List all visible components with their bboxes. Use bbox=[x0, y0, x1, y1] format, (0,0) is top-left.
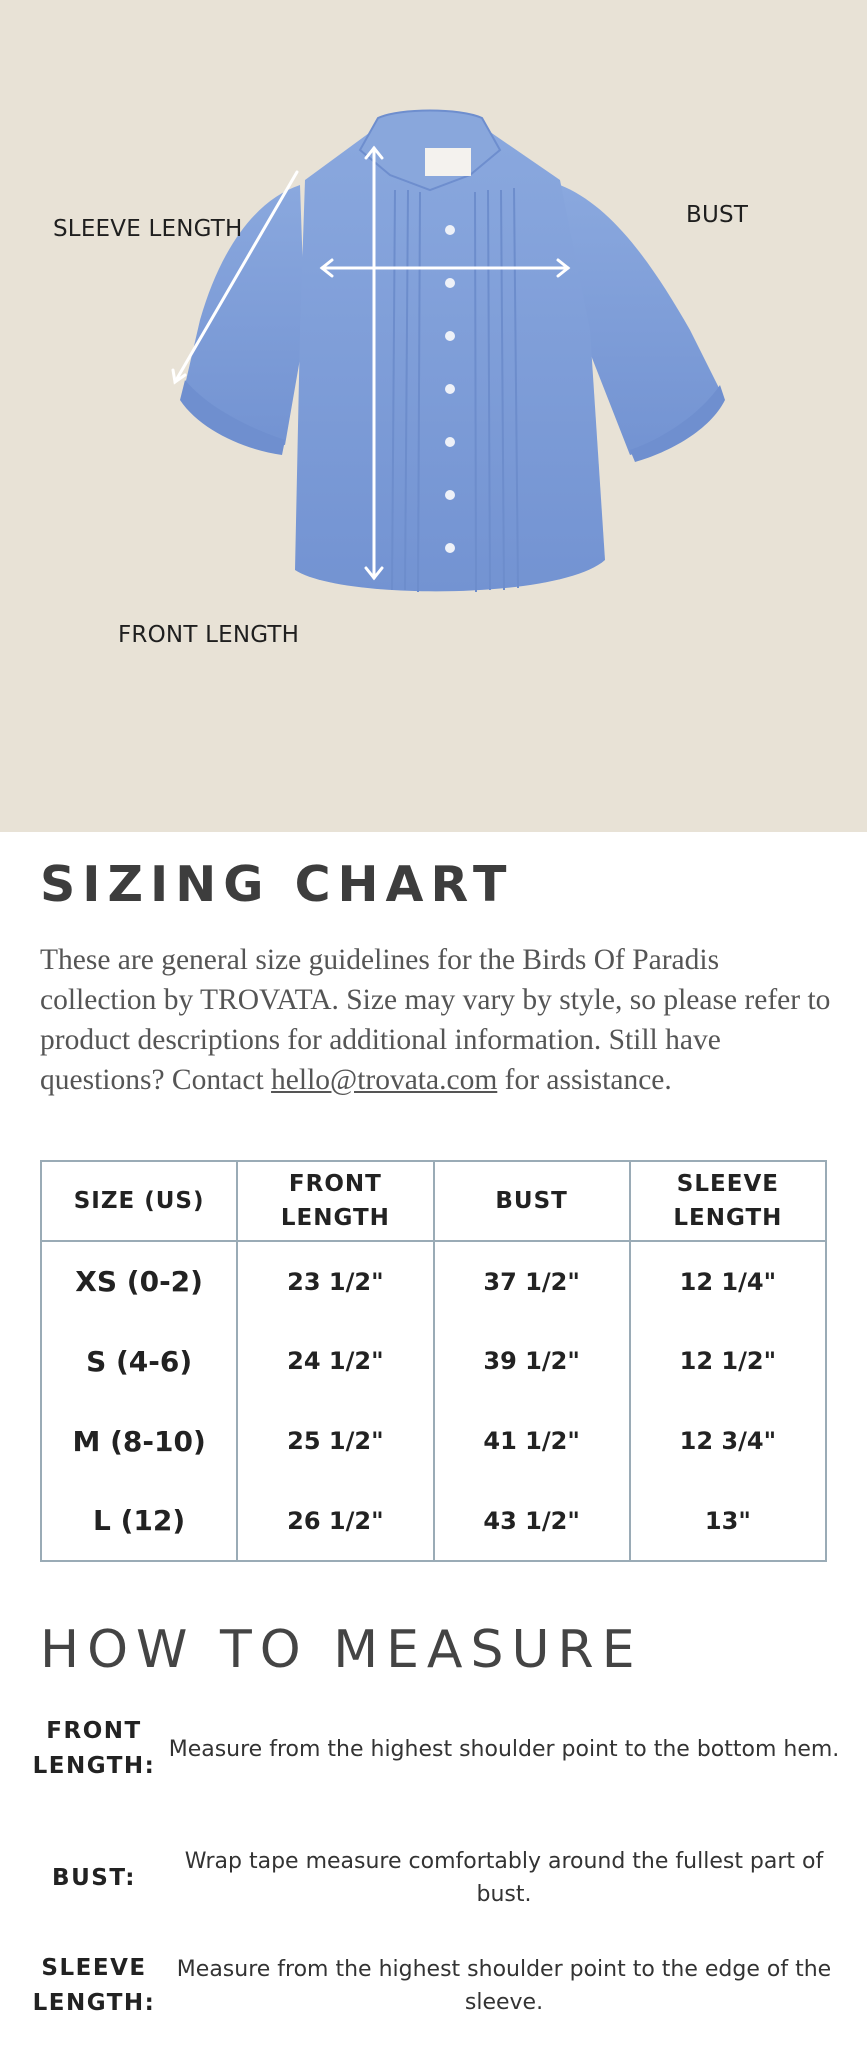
table-row bbox=[41, 1401, 826, 1481]
front-length-cell: 26 1/2" bbox=[237, 1481, 433, 1561]
table-header-row bbox=[41, 1161, 826, 1241]
measure-term: FRONT LENGTH: bbox=[32, 1718, 156, 1779]
size-cell: L (12) bbox=[41, 1481, 237, 1561]
table-row bbox=[41, 1241, 826, 1321]
sizing-chart-title: SIZING CHART bbox=[40, 856, 514, 913]
measure-description: Wrap tape measure comfortably around the fullest part of bust. bbox=[184, 1849, 824, 1907]
header-sleeve-length: SLEEVE LENGTH bbox=[630, 1161, 826, 1241]
shirt-body bbox=[295, 125, 605, 591]
size-cell: M (8-10) bbox=[41, 1401, 237, 1481]
header-bust: BUST bbox=[434, 1161, 630, 1241]
front-length-cell: 23 1/2" bbox=[237, 1241, 433, 1321]
measure-term: BUST: bbox=[52, 1864, 136, 1891]
front-length-cell: 24 1/2" bbox=[237, 1321, 433, 1401]
measure-description: Measure from the highest shoulder point to the bottom hem. bbox=[168, 1736, 840, 1762]
email-link[interactable]: hello@trovata.com bbox=[271, 1064, 498, 1096]
front-length-cell: 25 1/2" bbox=[237, 1401, 433, 1481]
size-table bbox=[40, 1160, 827, 1562]
product-image-panel bbox=[0, 0, 867, 832]
measure-description: Measure from the highest shoulder point to the edge of the sleeve. bbox=[176, 1957, 832, 2015]
bust-label: BUST bbox=[686, 202, 749, 228]
header-size: SIZE (US) bbox=[41, 1161, 237, 1241]
header-front-length: FRONT LENGTH bbox=[237, 1161, 433, 1241]
shirt-tag bbox=[425, 148, 471, 176]
bust-cell: 39 1/2" bbox=[434, 1321, 630, 1401]
sleeve-length-cell: 12 1/4" bbox=[630, 1241, 826, 1321]
front-length-label: FRONT LENGTH bbox=[118, 622, 300, 648]
bust-cell: 37 1/2" bbox=[434, 1241, 630, 1321]
measure-item-bust bbox=[20, 1838, 840, 1918]
intro-text-end: for assistance. bbox=[497, 1064, 672, 1096]
sleeve-length-label: SLEEVE LENGTH bbox=[53, 216, 243, 242]
intro-paragraph bbox=[40, 940, 835, 1100]
sleeve-length-cell: 13" bbox=[630, 1481, 826, 1561]
sleeve-length-cell: 12 3/4" bbox=[630, 1401, 826, 1481]
table-row bbox=[41, 1321, 826, 1401]
bust-cell: 43 1/2" bbox=[434, 1481, 630, 1561]
measure-item-front-length bbox=[20, 1710, 840, 1788]
measure-term: SLEEVE LENGTH: bbox=[32, 1955, 156, 2016]
shirt-illustration bbox=[0, 0, 867, 832]
intro-text: These are general size guidelines for the Birds Of Paradis collection by TROVATA. Size may vary by style, so please refer to product descriptions for additional information. Still have questions? Contact bbox=[40, 944, 831, 1096]
size-cell: S (4-6) bbox=[41, 1321, 237, 1401]
how-to-measure-title: HOW TO MEASURE bbox=[40, 1620, 643, 1680]
bust-cell: 41 1/2" bbox=[434, 1401, 630, 1481]
size-cell: XS (0-2) bbox=[41, 1241, 237, 1321]
sleeve-length-cell: 12 1/2" bbox=[630, 1321, 826, 1401]
measure-item-sleeve-length bbox=[20, 1946, 840, 2026]
table-row bbox=[41, 1481, 826, 1561]
